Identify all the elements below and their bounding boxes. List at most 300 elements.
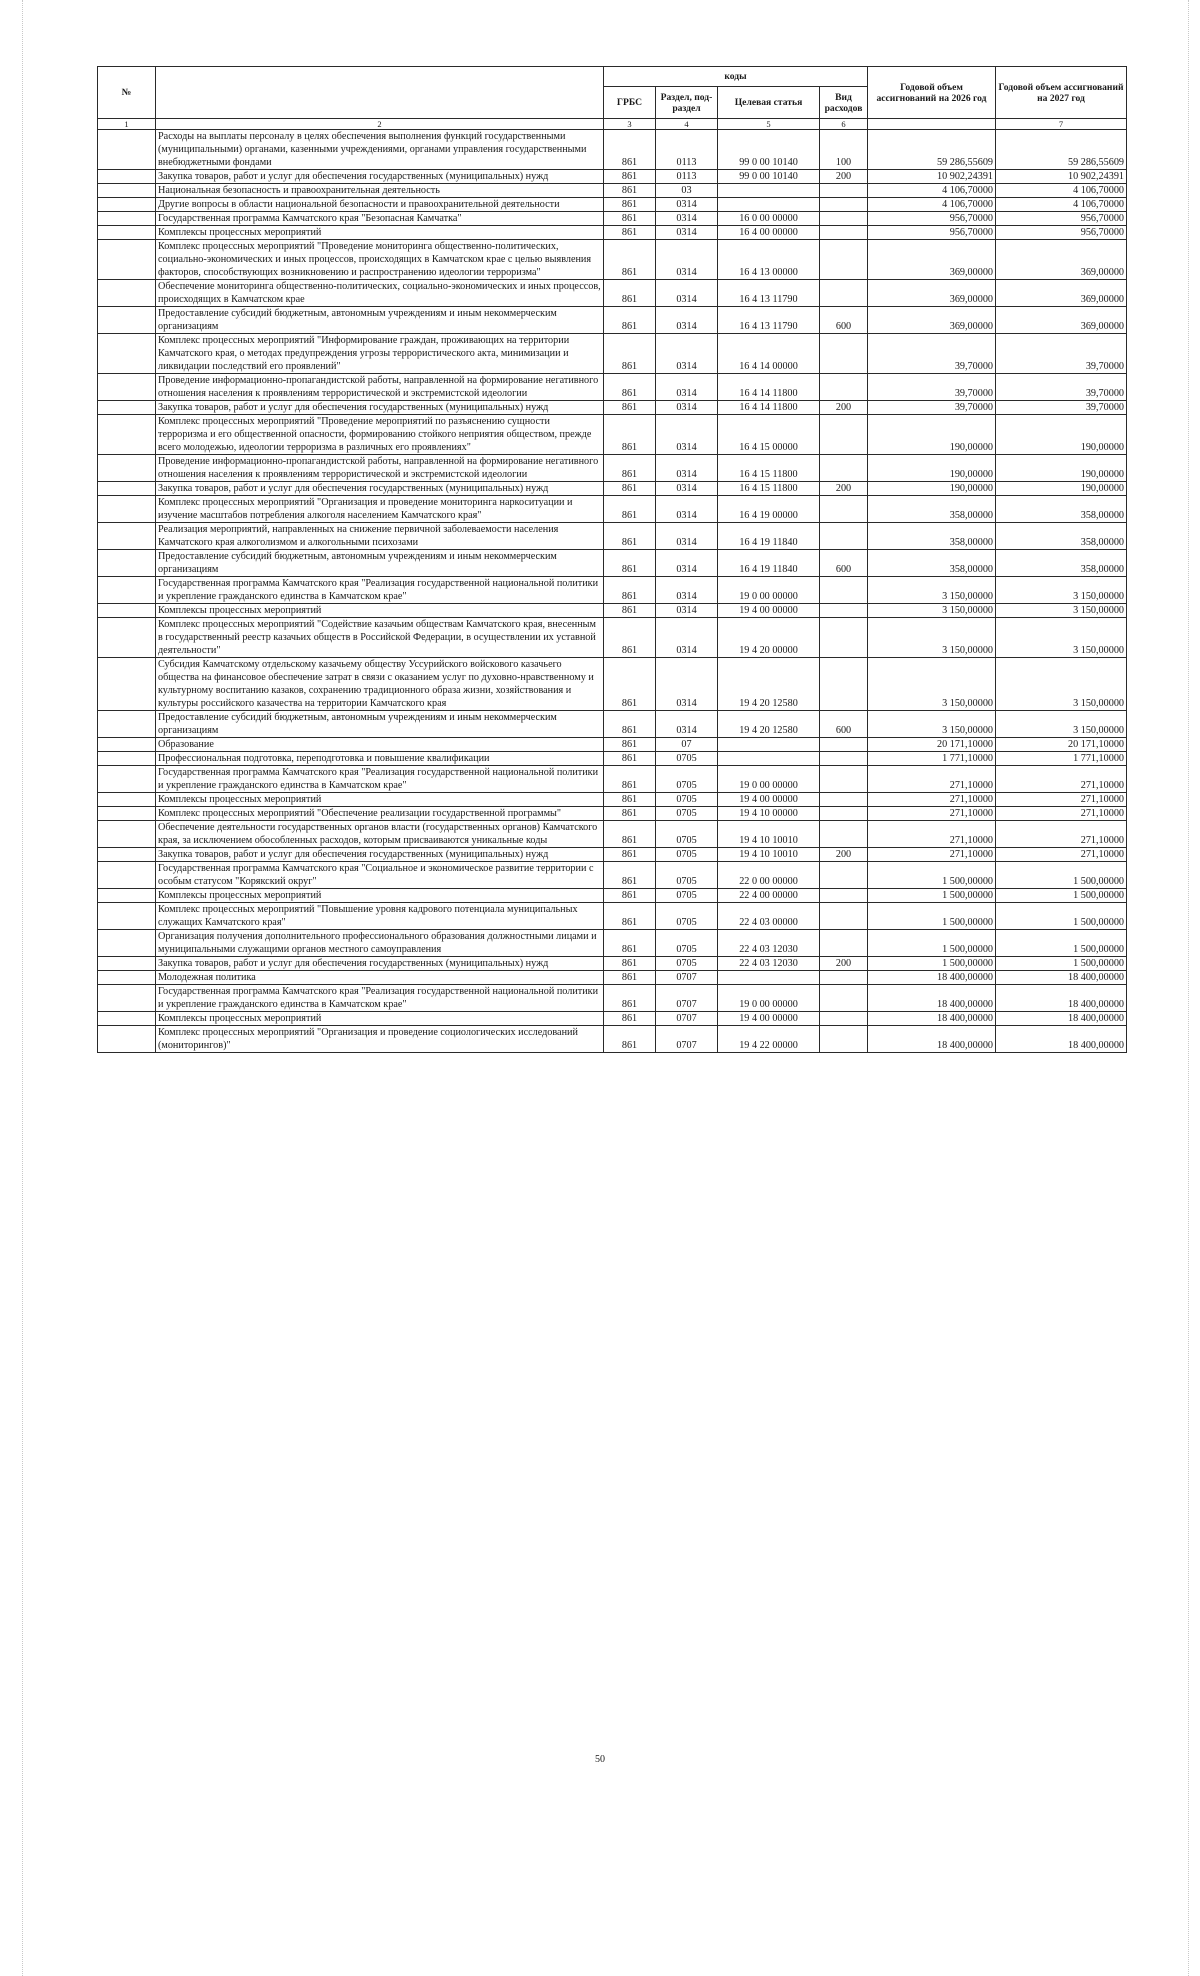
grbs-cell: 861 bbox=[604, 212, 656, 226]
razdel-cell: 0707 bbox=[656, 971, 718, 985]
table-row bbox=[98, 618, 1127, 658]
amount-2027-cell: 4 106,70000 bbox=[996, 198, 1127, 212]
row-number-cell bbox=[98, 280, 156, 307]
target-article-cell: 99 0 00 10140 bbox=[718, 170, 820, 184]
table-row bbox=[98, 130, 1127, 170]
row-number-cell bbox=[98, 766, 156, 793]
expense-type-cell bbox=[820, 738, 868, 752]
budget-sheet bbox=[97, 66, 1126, 1053]
amount-2027-cell: 18 400,00000 bbox=[996, 971, 1127, 985]
table-row bbox=[98, 738, 1127, 752]
row-number-cell bbox=[98, 130, 156, 170]
amount-2026-cell: 1 500,00000 bbox=[868, 930, 996, 957]
table-header bbox=[98, 67, 1127, 130]
row-name-cell: Другие вопросы в области национальной безопасности и правоохранительной деятельности bbox=[156, 198, 604, 212]
row-number-cell bbox=[98, 334, 156, 374]
target-article-cell: 16 4 15 11800 bbox=[718, 455, 820, 482]
table-row bbox=[98, 334, 1127, 374]
row-number-cell bbox=[98, 212, 156, 226]
table-row bbox=[98, 482, 1127, 496]
grbs-cell: 861 bbox=[604, 1012, 656, 1026]
table-row bbox=[98, 212, 1127, 226]
table-row bbox=[98, 658, 1127, 711]
table-row bbox=[98, 280, 1127, 307]
razdel-cell: 0314 bbox=[656, 307, 718, 334]
expense-type-cell: 200 bbox=[820, 482, 868, 496]
amount-2026-cell: 956,70000 bbox=[868, 212, 996, 226]
target-article-cell: 16 4 15 00000 bbox=[718, 415, 820, 455]
table-row bbox=[98, 240, 1127, 280]
razdel-cell: 0314 bbox=[656, 334, 718, 374]
grbs-cell: 861 bbox=[604, 848, 656, 862]
amount-2026-cell: 1 500,00000 bbox=[868, 903, 996, 930]
amount-2026-cell: 1 500,00000 bbox=[868, 957, 996, 971]
expense-type-cell bbox=[820, 752, 868, 766]
razdel-cell: 0705 bbox=[656, 821, 718, 848]
row-name-cell: Комплексы процессных мероприятий bbox=[156, 604, 604, 618]
row-number-cell bbox=[98, 862, 156, 889]
table-row bbox=[98, 307, 1127, 334]
razdel-cell: 0314 bbox=[656, 482, 718, 496]
target-article-cell: 19 4 10 00000 bbox=[718, 807, 820, 821]
row-name-cell: Комплекс процессных мероприятий "Проведение мониторинга общественно-политических, социально-экономических и иных процессов, происходящих в Камчатском крае с целью выявления факторов, способствующих возникновению и распространению идеологии терроризма" bbox=[156, 240, 604, 280]
row-name-cell: Государственная программа Камчатского края "Социальное и экономическое развитие территории с особым статусом "Корякский округ" bbox=[156, 862, 604, 889]
expense-type-cell bbox=[820, 889, 868, 903]
razdel-cell: 0314 bbox=[656, 374, 718, 401]
row-name-cell: Закупка товаров, работ и услуг для обеспечения государственных (муниципальных) нужд bbox=[156, 170, 604, 184]
razdel-cell: 0314 bbox=[656, 496, 718, 523]
row-number-cell bbox=[98, 198, 156, 212]
table-row bbox=[98, 226, 1127, 240]
row-name-cell: Национальная безопасность и правоохранительная деятельность bbox=[156, 184, 604, 198]
row-number-cell bbox=[98, 1012, 156, 1026]
target-article-cell: 19 0 00 00000 bbox=[718, 766, 820, 793]
amount-2026-cell: 369,00000 bbox=[868, 240, 996, 280]
row-number-cell bbox=[98, 711, 156, 738]
header-vid: Вид расходов bbox=[820, 87, 868, 119]
target-article-cell: 19 4 10 10010 bbox=[718, 821, 820, 848]
column-numbers-row bbox=[98, 119, 1127, 130]
header-tsel: Целевая статья bbox=[718, 87, 820, 119]
grbs-cell: 861 bbox=[604, 604, 656, 618]
amount-2026-cell: 358,00000 bbox=[868, 550, 996, 577]
row-name-cell: Комплекс процессных мероприятий "Повышение уровня кадрового потенциала муниципальных служащих Камчатского края" bbox=[156, 903, 604, 930]
table-row bbox=[98, 807, 1127, 821]
target-article-cell: 16 0 00 00000 bbox=[718, 212, 820, 226]
expense-type-cell bbox=[820, 862, 868, 889]
row-number-cell bbox=[98, 752, 156, 766]
target-article-cell: 19 0 00 00000 bbox=[718, 577, 820, 604]
razdel-cell: 0707 bbox=[656, 985, 718, 1012]
row-number-cell bbox=[98, 401, 156, 415]
razdel-cell: 0314 bbox=[656, 415, 718, 455]
row-number-cell bbox=[98, 738, 156, 752]
amount-2027-cell: 18 400,00000 bbox=[996, 1012, 1127, 1026]
row-number-cell bbox=[98, 604, 156, 618]
table-row bbox=[98, 711, 1127, 738]
row-number-cell bbox=[98, 496, 156, 523]
colnum: 1 bbox=[98, 119, 156, 130]
target-article-cell: 19 0 00 00000 bbox=[718, 985, 820, 1012]
target-article-cell: 16 4 19 11840 bbox=[718, 550, 820, 577]
target-article-cell: 16 4 14 11800 bbox=[718, 374, 820, 401]
header-grbs: ГРБС bbox=[604, 87, 656, 119]
amount-2027-cell: 271,10000 bbox=[996, 821, 1127, 848]
expense-type-cell bbox=[820, 577, 868, 604]
grbs-cell: 861 bbox=[604, 618, 656, 658]
row-name-cell: Комплексы процессных мероприятий bbox=[156, 226, 604, 240]
grbs-cell: 861 bbox=[604, 184, 656, 198]
row-number-cell bbox=[98, 957, 156, 971]
target-article-cell: 19 4 00 00000 bbox=[718, 604, 820, 618]
amount-2026-cell: 271,10000 bbox=[868, 821, 996, 848]
amount-2027-cell: 956,70000 bbox=[996, 212, 1127, 226]
row-name-cell: Предоставление субсидий бюджетным, автономным учреждениям и иным некоммерческим организациям bbox=[156, 550, 604, 577]
expense-type-cell bbox=[820, 793, 868, 807]
row-number-cell bbox=[98, 240, 156, 280]
grbs-cell: 861 bbox=[604, 862, 656, 889]
expense-type-cell: 200 bbox=[820, 957, 868, 971]
amount-2027-cell: 369,00000 bbox=[996, 280, 1127, 307]
grbs-cell: 861 bbox=[604, 821, 656, 848]
target-article-cell bbox=[718, 184, 820, 198]
expense-type-cell: 600 bbox=[820, 307, 868, 334]
amount-2027-cell: 3 150,00000 bbox=[996, 618, 1127, 658]
row-name-cell: Профессиональная подготовка, переподготовка и повышение квалификации bbox=[156, 752, 604, 766]
budget-table bbox=[97, 66, 1127, 1053]
grbs-cell: 861 bbox=[604, 198, 656, 212]
amount-2026-cell: 59 286,55609 bbox=[868, 130, 996, 170]
razdel-cell: 03 bbox=[656, 184, 718, 198]
amount-2027-cell: 271,10000 bbox=[996, 807, 1127, 821]
row-number-cell bbox=[98, 1026, 156, 1053]
target-article-cell bbox=[718, 752, 820, 766]
row-name-cell: Закупка товаров, работ и услуг для обеспечения государственных (муниципальных) нужд bbox=[156, 848, 604, 862]
target-article-cell: 19 4 10 10010 bbox=[718, 848, 820, 862]
amount-2026-cell: 1 500,00000 bbox=[868, 889, 996, 903]
amount-2026-cell: 1 771,10000 bbox=[868, 752, 996, 766]
colnum bbox=[868, 119, 996, 130]
grbs-cell: 861 bbox=[604, 455, 656, 482]
row-number-cell bbox=[98, 170, 156, 184]
row-name-cell: Обеспечение мониторинга общественно-политических, социально-экономических и иных процессов, происходящих в Камчатском крае bbox=[156, 280, 604, 307]
amount-2027-cell: 1 771,10000 bbox=[996, 752, 1127, 766]
expense-type-cell bbox=[820, 766, 868, 793]
amount-2027-cell: 190,00000 bbox=[996, 482, 1127, 496]
table-row bbox=[98, 523, 1127, 550]
grbs-cell: 861 bbox=[604, 226, 656, 240]
amount-2027-cell: 4 106,70000 bbox=[996, 184, 1127, 198]
amount-2026-cell: 271,10000 bbox=[868, 807, 996, 821]
amount-2027-cell: 369,00000 bbox=[996, 240, 1127, 280]
amount-2027-cell: 39,70000 bbox=[996, 401, 1127, 415]
row-name-cell: Государственная программа Камчатского края "Безопасная Камчатка" bbox=[156, 212, 604, 226]
target-article-cell: 19 4 20 00000 bbox=[718, 618, 820, 658]
razdel-cell: 0314 bbox=[656, 280, 718, 307]
grbs-cell: 861 bbox=[604, 658, 656, 711]
row-name-cell: Проведение информационно-пропагандистской работы, направленной на формирование негативного отношения населения к проявлениям террористической и экстремистской идеологии bbox=[156, 455, 604, 482]
expense-type-cell bbox=[820, 496, 868, 523]
row-name-cell: Предоставление субсидий бюджетным, автономным учреждениям и иным некоммерческим организациям bbox=[156, 307, 604, 334]
row-name-cell: Комплекс процессных мероприятий "Проведение мероприятий по разъяснению сущности терроризма и его общественной опасности, формированию стойкого неприятия обществом, прежде всего молодежью, идеологии терроризма в различных его проявлениях" bbox=[156, 415, 604, 455]
target-article-cell: 19 4 20 12580 bbox=[718, 711, 820, 738]
target-article-cell: 16 4 19 00000 bbox=[718, 496, 820, 523]
razdel-cell: 0705 bbox=[656, 766, 718, 793]
amount-2027-cell: 369,00000 bbox=[996, 307, 1127, 334]
row-name-cell: Реализация мероприятий, направленных на снижение первичной заболеваемости населения Камчатского края алкоголизмом и алкогольными психозами bbox=[156, 523, 604, 550]
grbs-cell: 861 bbox=[604, 415, 656, 455]
grbs-cell: 861 bbox=[604, 971, 656, 985]
row-name-cell: Закупка товаров, работ и услуг для обеспечения государственных (муниципальных) нужд bbox=[156, 401, 604, 415]
amount-2026-cell: 18 400,00000 bbox=[868, 971, 996, 985]
header-codes: коды bbox=[604, 67, 868, 87]
grbs-cell: 861 bbox=[604, 903, 656, 930]
amount-2026-cell: 190,00000 bbox=[868, 455, 996, 482]
amount-2026-cell: 4 106,70000 bbox=[868, 198, 996, 212]
table-row bbox=[98, 971, 1127, 985]
row-number-cell bbox=[98, 415, 156, 455]
grbs-cell: 861 bbox=[604, 752, 656, 766]
amount-2027-cell: 39,70000 bbox=[996, 334, 1127, 374]
razdel-cell: 0705 bbox=[656, 752, 718, 766]
expense-type-cell bbox=[820, 807, 868, 821]
target-article-cell: 99 0 00 10140 bbox=[718, 130, 820, 170]
expense-type-cell bbox=[820, 523, 868, 550]
row-name-cell: Проведение информационно-пропагандистской работы, направленной на формирование негативного отношения населения к проявлениям террористической и экстремистской идеологии bbox=[156, 374, 604, 401]
amount-2026-cell: 10 902,24391 bbox=[868, 170, 996, 184]
amount-2027-cell: 18 400,00000 bbox=[996, 1026, 1127, 1053]
expense-type-cell bbox=[820, 212, 868, 226]
amount-2026-cell: 271,10000 bbox=[868, 766, 996, 793]
target-article-cell bbox=[718, 971, 820, 985]
row-name-cell: Комплекс процессных мероприятий "Содействие казачьим обществам Камчатского края, внесенным в государственный реестр казачьих обществ в Российской Федерации, в осуществлении их уставной деятельности" bbox=[156, 618, 604, 658]
row-name-cell: Расходы на выплаты персоналу в целях обеспечения выполнения функций государственными (муниципальными) органами, казенными учреждениями, органами управления государственными внебюджетными фондами bbox=[156, 130, 604, 170]
colnum: 7 bbox=[996, 119, 1127, 130]
razdel-cell: 0113 bbox=[656, 170, 718, 184]
expense-type-cell bbox=[820, 1026, 868, 1053]
amount-2027-cell: 3 150,00000 bbox=[996, 711, 1127, 738]
table-row bbox=[98, 848, 1127, 862]
grbs-cell: 861 bbox=[604, 280, 656, 307]
expense-type-cell: 600 bbox=[820, 711, 868, 738]
row-number-cell bbox=[98, 807, 156, 821]
table-row bbox=[98, 550, 1127, 577]
row-number-cell bbox=[98, 930, 156, 957]
expense-type-cell bbox=[820, 821, 868, 848]
scan-edge-left bbox=[22, 0, 23, 1976]
amount-2027-cell: 20 171,10000 bbox=[996, 738, 1127, 752]
amount-2027-cell: 18 400,00000 bbox=[996, 985, 1127, 1012]
row-name-cell: Предоставление субсидий бюджетным, автономным учреждениям и иным некоммерческим организациям bbox=[156, 711, 604, 738]
expense-type-cell bbox=[820, 415, 868, 455]
amount-2026-cell: 271,10000 bbox=[868, 793, 996, 807]
row-name-cell: Обеспечение деятельности государственных органов власти (государственных органов) Камчатского края, за исключением обособленных расходов, которым присваиваются уникальные коды bbox=[156, 821, 604, 848]
amount-2026-cell: 3 150,00000 bbox=[868, 658, 996, 711]
grbs-cell: 861 bbox=[604, 496, 656, 523]
amount-2027-cell: 1 500,00000 bbox=[996, 862, 1127, 889]
expense-type-cell bbox=[820, 658, 868, 711]
row-number-cell bbox=[98, 985, 156, 1012]
amount-2027-cell: 190,00000 bbox=[996, 415, 1127, 455]
target-article-cell: 16 4 13 00000 bbox=[718, 240, 820, 280]
header-2026: Годовой объем ассигнований на 2026 год bbox=[868, 67, 996, 119]
grbs-cell: 861 bbox=[604, 957, 656, 971]
razdel-cell: 0314 bbox=[656, 212, 718, 226]
row-number-cell bbox=[98, 793, 156, 807]
grbs-cell: 861 bbox=[604, 577, 656, 604]
target-article-cell: 19 4 00 00000 bbox=[718, 1012, 820, 1026]
amount-2026-cell: 3 150,00000 bbox=[868, 577, 996, 604]
amount-2027-cell: 956,70000 bbox=[996, 226, 1127, 240]
amount-2027-cell: 1 500,00000 bbox=[996, 889, 1127, 903]
amount-2027-cell: 271,10000 bbox=[996, 766, 1127, 793]
target-article-cell: 16 4 14 00000 bbox=[718, 334, 820, 374]
table-row bbox=[98, 1012, 1127, 1026]
page-number: 50 bbox=[595, 1754, 605, 1765]
razdel-cell: 0705 bbox=[656, 930, 718, 957]
grbs-cell: 861 bbox=[604, 482, 656, 496]
razdel-cell: 0314 bbox=[656, 604, 718, 618]
razdel-cell: 0705 bbox=[656, 807, 718, 821]
amount-2026-cell: 271,10000 bbox=[868, 848, 996, 862]
expense-type-cell bbox=[820, 455, 868, 482]
amount-2027-cell: 358,00000 bbox=[996, 523, 1127, 550]
expense-type-cell bbox=[820, 618, 868, 658]
row-number-cell bbox=[98, 577, 156, 604]
scan-edge-right bbox=[1188, 0, 1189, 1976]
row-number-cell bbox=[98, 523, 156, 550]
amount-2027-cell: 1 500,00000 bbox=[996, 903, 1127, 930]
razdel-cell: 0314 bbox=[656, 240, 718, 280]
target-article-cell: 22 4 03 00000 bbox=[718, 903, 820, 930]
razdel-cell: 0314 bbox=[656, 455, 718, 482]
table-row bbox=[98, 1026, 1127, 1053]
grbs-cell: 861 bbox=[604, 401, 656, 415]
amount-2026-cell: 956,70000 bbox=[868, 226, 996, 240]
grbs-cell: 861 bbox=[604, 807, 656, 821]
table-row bbox=[98, 455, 1127, 482]
amount-2026-cell: 3 150,00000 bbox=[868, 604, 996, 618]
table-row bbox=[98, 793, 1127, 807]
colnum: 5 bbox=[718, 119, 820, 130]
target-article-cell: 19 4 20 12580 bbox=[718, 658, 820, 711]
target-article-cell: 19 4 00 00000 bbox=[718, 793, 820, 807]
grbs-cell: 861 bbox=[604, 1026, 656, 1053]
expense-type-cell bbox=[820, 226, 868, 240]
row-name-cell: Молодежная политика bbox=[156, 971, 604, 985]
expense-type-cell bbox=[820, 198, 868, 212]
table-row bbox=[98, 401, 1127, 415]
amount-2026-cell: 18 400,00000 bbox=[868, 985, 996, 1012]
amount-2026-cell: 18 400,00000 bbox=[868, 1026, 996, 1053]
razdel-cell: 0314 bbox=[656, 226, 718, 240]
table-row bbox=[98, 577, 1127, 604]
amount-2027-cell: 3 150,00000 bbox=[996, 658, 1127, 711]
razdel-cell: 0705 bbox=[656, 862, 718, 889]
header-num: № bbox=[98, 67, 156, 119]
razdel-cell: 0705 bbox=[656, 793, 718, 807]
table-row bbox=[98, 766, 1127, 793]
expense-type-cell bbox=[820, 184, 868, 198]
razdel-cell: 0314 bbox=[656, 401, 718, 415]
table-row bbox=[98, 903, 1127, 930]
row-number-cell bbox=[98, 821, 156, 848]
target-article-cell: 19 4 22 00000 bbox=[718, 1026, 820, 1053]
grbs-cell: 861 bbox=[604, 240, 656, 280]
table-row bbox=[98, 957, 1127, 971]
expense-type-cell bbox=[820, 930, 868, 957]
amount-2027-cell: 358,00000 bbox=[996, 496, 1127, 523]
razdel-cell: 0705 bbox=[656, 889, 718, 903]
row-number-cell bbox=[98, 889, 156, 903]
row-name-cell: Комплекс процессных мероприятий "Обеспечение реализации государственной программы" bbox=[156, 807, 604, 821]
grbs-cell: 861 bbox=[604, 170, 656, 184]
table-row bbox=[98, 170, 1127, 184]
row-name-cell: Комплексы процессных мероприятий bbox=[156, 793, 604, 807]
row-name-cell: Комплексы процессных мероприятий bbox=[156, 1012, 604, 1026]
grbs-cell: 861 bbox=[604, 374, 656, 401]
amount-2026-cell: 39,70000 bbox=[868, 334, 996, 374]
row-number-cell bbox=[98, 848, 156, 862]
table-row bbox=[98, 415, 1127, 455]
grbs-cell: 861 bbox=[604, 550, 656, 577]
razdel-cell: 0707 bbox=[656, 1026, 718, 1053]
row-number-cell bbox=[98, 455, 156, 482]
amount-2026-cell: 190,00000 bbox=[868, 482, 996, 496]
amount-2026-cell: 4 106,70000 bbox=[868, 184, 996, 198]
target-article-cell bbox=[718, 198, 820, 212]
colnum: 2 bbox=[156, 119, 604, 130]
colnum: 3 bbox=[604, 119, 656, 130]
expense-type-cell bbox=[820, 280, 868, 307]
target-article-cell: 16 4 13 11790 bbox=[718, 307, 820, 334]
row-name-cell: Государственная программа Камчатского края "Реализация государственной национальной политики и укрепление гражданского единства в Камчатском крае" bbox=[156, 985, 604, 1012]
amount-2026-cell: 369,00000 bbox=[868, 280, 996, 307]
target-article-cell: 16 4 15 11800 bbox=[718, 482, 820, 496]
amount-2026-cell: 358,00000 bbox=[868, 496, 996, 523]
grbs-cell: 861 bbox=[604, 334, 656, 374]
expense-type-cell bbox=[820, 985, 868, 1012]
expense-type-cell: 600 bbox=[820, 550, 868, 577]
table-row bbox=[98, 374, 1127, 401]
table-row bbox=[98, 985, 1127, 1012]
row-number-cell bbox=[98, 618, 156, 658]
expense-type-cell: 200 bbox=[820, 170, 868, 184]
expense-type-cell: 100 bbox=[820, 130, 868, 170]
expense-type-cell bbox=[820, 1012, 868, 1026]
row-number-cell bbox=[98, 307, 156, 334]
table-row bbox=[98, 889, 1127, 903]
amount-2026-cell: 1 500,00000 bbox=[868, 862, 996, 889]
razdel-cell: 0314 bbox=[656, 550, 718, 577]
target-article-cell: 16 4 00 00000 bbox=[718, 226, 820, 240]
razdel-cell: 0705 bbox=[656, 848, 718, 862]
grbs-cell: 861 bbox=[604, 307, 656, 334]
target-article-cell: 22 0 00 00000 bbox=[718, 862, 820, 889]
colnum: 6 bbox=[820, 119, 868, 130]
amount-2027-cell: 1 500,00000 bbox=[996, 957, 1127, 971]
grbs-cell: 861 bbox=[604, 711, 656, 738]
amount-2027-cell: 3 150,00000 bbox=[996, 604, 1127, 618]
row-number-cell bbox=[98, 903, 156, 930]
amount-2027-cell: 3 150,00000 bbox=[996, 577, 1127, 604]
row-name-cell: Комплексы процессных мероприятий bbox=[156, 889, 604, 903]
table-body bbox=[98, 130, 1127, 1053]
row-name-cell: Субсидия Камчатскому отдельскому казачьему обществу Уссурийского войскового казачьего общества на финансовое обеспечение затрат в связи с оказанием услуг по духовно-нравственному и культурному воспитанию казаков, сохранению традиционного образа жизни, хозяйствования и культуры российского казачества на территории Камчатского края bbox=[156, 658, 604, 711]
razdel-cell: 0314 bbox=[656, 658, 718, 711]
target-article-cell: 22 4 03 12030 bbox=[718, 930, 820, 957]
expense-type-cell bbox=[820, 971, 868, 985]
